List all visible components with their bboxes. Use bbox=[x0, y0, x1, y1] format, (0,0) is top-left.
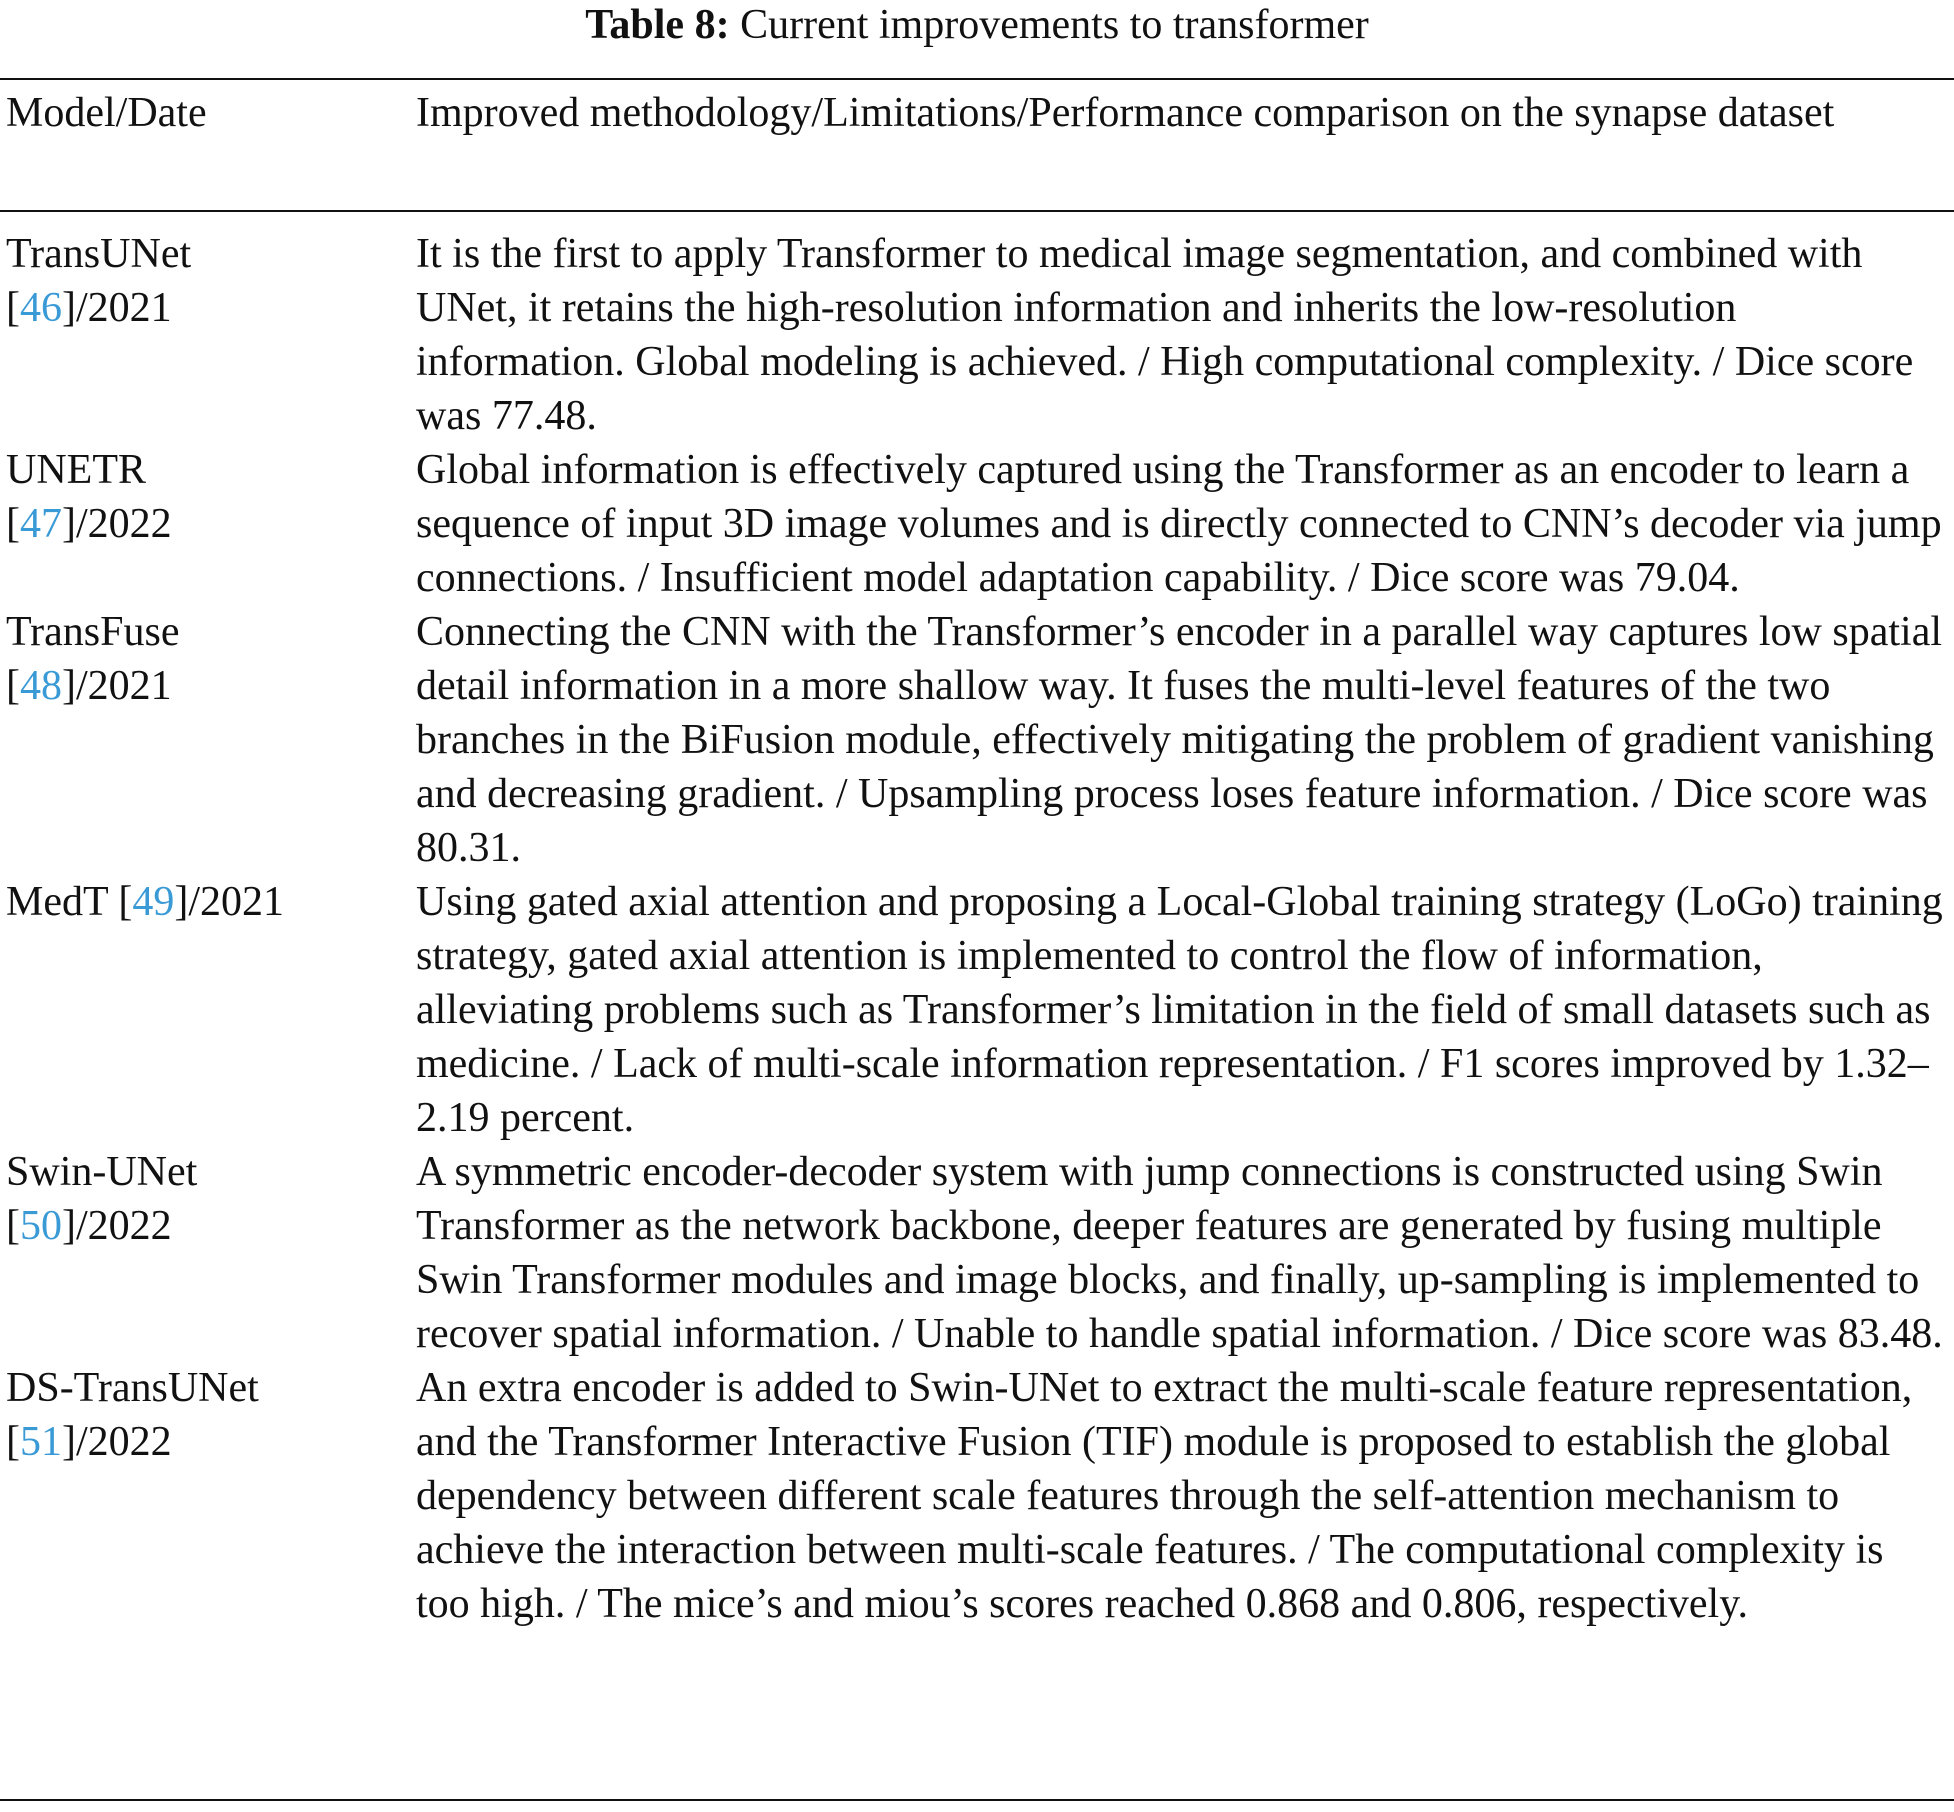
model-cell: DS-TransUNet [51]/2022 bbox=[6, 1365, 259, 1465]
reference-link[interactable]: 51 bbox=[20, 1419, 62, 1465]
table-caption bbox=[0, 0, 1954, 50]
model-year: /2021 bbox=[76, 663, 172, 709]
model-year: /2022 bbox=[76, 501, 172, 547]
table-caption-label: Table 8: bbox=[585, 2, 730, 48]
model-cell: MedT [49]/2021 bbox=[6, 879, 285, 925]
table-bottom-rule bbox=[0, 1799, 1954, 1801]
reference-link[interactable]: 46 bbox=[20, 285, 62, 331]
table-row bbox=[0, 1361, 1954, 1631]
reference-link[interactable]: 48 bbox=[20, 663, 62, 709]
column-header-model-date: Model/Date bbox=[6, 90, 207, 136]
table-row bbox=[0, 443, 1954, 605]
table-row bbox=[0, 1145, 1954, 1361]
model-cell: TransUNet [46]/2021 bbox=[6, 231, 192, 331]
model-year: /2021 bbox=[76, 285, 172, 331]
reference-link[interactable]: 47 bbox=[20, 501, 62, 547]
model-year: /2021 bbox=[188, 879, 285, 925]
model-name: TransUNet bbox=[6, 231, 192, 277]
model-cell: Swin-UNet [50]/2022 bbox=[6, 1149, 198, 1249]
table-top-rule bbox=[0, 78, 1954, 80]
table-row bbox=[0, 227, 1954, 443]
table-caption-text: Current improvements to transformer bbox=[729, 2, 1369, 48]
description-cell: Using gated axial attention and proposing a Local-Global training strategy (LoGo) training strategy, gated axial attention is implemented to control the flow of information, alleviating problems such as Transformer’s limitation in the field of small datasets such as medicine. / Lack of multi-scale information representation. / F1 scores improved by 1.32–2.19 percent. bbox=[416, 879, 1943, 1141]
model-year: /2022 bbox=[76, 1419, 172, 1465]
model-name: MedT bbox=[6, 879, 108, 925]
table-row bbox=[0, 605, 1954, 875]
model-cell: UNETR [47]/2022 bbox=[6, 447, 172, 547]
model-cell: TransFuse [48]/2021 bbox=[6, 609, 180, 709]
column-header-methodology: Improved methodology/Limitations/Performance comparison on the synapse dataset bbox=[416, 90, 1835, 136]
description-cell: It is the first to apply Transformer to medical image segmentation, and combined with UNet, it retains the high-resolution information and inherits the low-resolution information. Global modeling is achieved. / High computational complexity. / Dice score was 77.48. bbox=[416, 231, 1914, 439]
reference-link[interactable]: 49 bbox=[132, 879, 175, 925]
table-body bbox=[0, 227, 1954, 1631]
model-name: TransFuse bbox=[6, 609, 180, 655]
description-cell: Global information is effectively captured using the Transformer as an encoder to learn a sequence of input 3D image volumes and is directly connected to CNN’s decoder via jump connections. / Insufficient model adaptation capability. / Dice score was 79.04. bbox=[416, 447, 1942, 601]
model-name: DS-TransUNet bbox=[6, 1365, 259, 1411]
model-year: /2022 bbox=[76, 1203, 172, 1249]
description-cell: Connecting the CNN with the Transformer’s encoder in a parallel way captures low spatial detail information in a more shallow way. It fuses the multi-level features of the two branches in the BiFusion module, effectively mitigating the problem of gradient vanishing and decreasing gradient. / Upsampling process loses feature information. / Dice score was 80.31. bbox=[416, 609, 1943, 871]
table-header-rule bbox=[0, 210, 1954, 212]
description-cell: An extra encoder is added to Swin-UNet to extract the multi-scale feature representation, and the Transformer Interactive Fusion (TIF) module is proposed to establish the global dependency between different scale features through the self-attention mechanism to achieve the interaction between multi-scale features. / The computational complexity is too high. / The mice’s and miou’s scores reached 0.868 and 0.806, respectively. bbox=[416, 1365, 1913, 1627]
table-row bbox=[0, 875, 1954, 1145]
model-name: Swin-UNet bbox=[6, 1149, 198, 1195]
description-cell: A symmetric encoder-decoder system with jump connections is constructed using Swin Transformer as the network backbone, deeper features are generated by fusing multiple Swin Transformer modules and image blocks, and finally, up-sampling is implemented to recover spatial information. / Unable to handle spatial information. / Dice score was 83.48. bbox=[416, 1149, 1943, 1357]
reference-link[interactable]: 50 bbox=[20, 1203, 62, 1249]
model-name: UNETR bbox=[6, 447, 146, 493]
